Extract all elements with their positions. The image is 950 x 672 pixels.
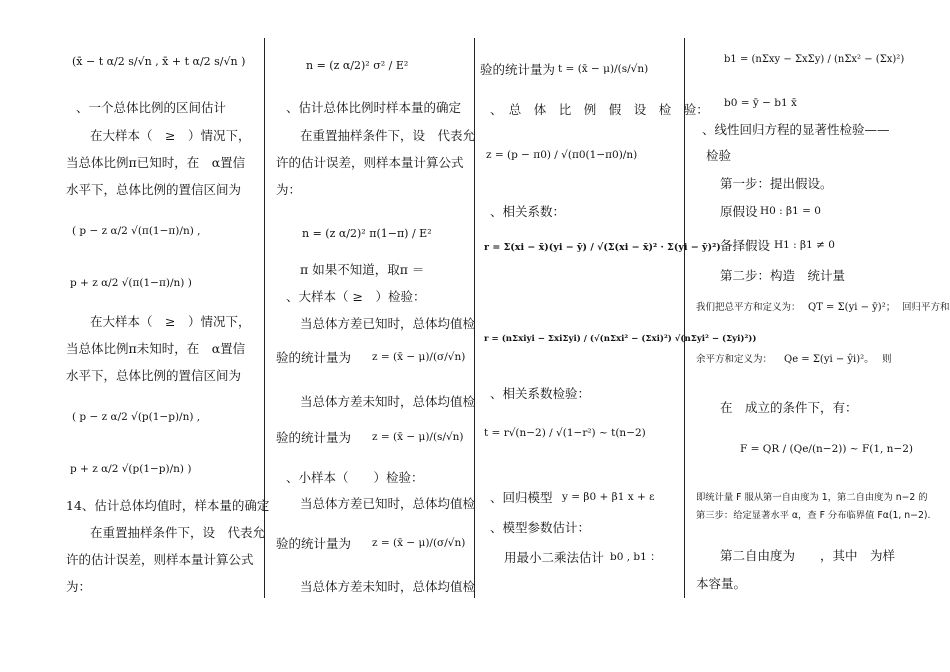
- paragraph-line: 第三步：给定显著水平 α，查 F 分布临界值 Fα(1, n−2).: [696, 510, 931, 521]
- paragraph-line: 用最小二乘法估计: [504, 550, 605, 565]
- paragraph-line: 回归平方和: [902, 302, 950, 313]
- section-heading: 、一个总体比例的区间估计: [76, 100, 227, 115]
- paragraph-line: 当总体方差已知时，总体均值检: [300, 496, 476, 511]
- qt-formula: QT = Σ(yi − ȳ)²；: [808, 302, 896, 313]
- alternative-hypothesis: H1 : β1 ≠ 0: [774, 239, 835, 251]
- section-heading: 、 总 体 比 例 假 设 检 验：: [490, 102, 709, 117]
- paragraph-line: 许的估计误差，则样本量计算公式: [276, 155, 464, 170]
- paragraph-line: 当总体比例π已知时，在 α置信: [66, 155, 246, 170]
- column-2: [276, 38, 476, 598]
- section-heading: 、相关系数：: [490, 204, 566, 219]
- ci-mean-formula: (x̄ − t α/2 s/√n , x̄ + t α/2 s/√n ): [72, 55, 246, 68]
- paragraph-line: 当总体方差已知时，总体均值检: [300, 316, 476, 331]
- paragraph-line: 即统计量 F 服从第一自由度为 1，第二自由度为 n−2 的: [696, 492, 928, 503]
- section-heading: 检验: [706, 148, 732, 163]
- section-heading: 、模型参数估计：: [490, 520, 591, 535]
- sample-size-mean-formula: n = (z α/2)² σ² / E²: [306, 59, 409, 72]
- column-4: [696, 38, 950, 598]
- ols-parameters: b0 , b1 ：: [610, 551, 661, 563]
- paragraph-line: 本容量。: [696, 576, 747, 591]
- paragraph-line: 第二自由度为 ，其中 为样: [720, 548, 896, 563]
- paragraph-line: 在重置抽样条件下，设 代表允: [300, 128, 476, 143]
- section-heading: 、回归模型: [490, 490, 553, 505]
- section-heading: 、估计总体比例时样本量的确定: [286, 100, 462, 115]
- ci-proportion-formula: p + z α/2 √(π(1−π)/n) ): [70, 277, 192, 289]
- paragraph-line: 验的统计量为: [276, 536, 352, 551]
- paragraph-line: 原假设: [720, 204, 758, 219]
- qe-formula: Qe = Σ(yi − ŷi)²。: [784, 354, 875, 365]
- f-statistic-formula: F = QR / (Qe/(n−2)) ~ F(1, n−2): [740, 443, 914, 455]
- paragraph-line: 当总体比例π未知时，在 α置信: [66, 341, 246, 356]
- section-heading: 、小样本（ ）检验：: [286, 470, 424, 485]
- section-heading: 、大样本（ ≥ ）检验：: [286, 289, 426, 304]
- paragraph-line: 在重置抽样条件下，设 代表允: [90, 525, 266, 540]
- regression-equation: y = β0 + β1 x + ε: [562, 491, 655, 503]
- paragraph-line: 水平下，总体比例的置信区间为: [66, 182, 242, 197]
- proportion-z-formula: z = (p − π0) / √(π0(1−π0)/n): [486, 149, 638, 161]
- paragraph-line: 当总体方差未知时，总体均值检: [300, 579, 476, 594]
- paragraph-line: 在 成立的条件下，有：: [720, 400, 858, 415]
- b0-formula: b0 = ȳ − b1 x̄: [724, 97, 797, 109]
- paragraph-line: 第二步：构造 统计量: [720, 268, 846, 283]
- section-heading: 14、估计总体均值时，样本量的确定: [66, 498, 270, 513]
- paragraph-line: 在大样本（ ≥ ）情况下，: [90, 314, 251, 329]
- paragraph-line: 第一步：提出假设。: [720, 176, 833, 191]
- z-statistic-formula: z = (x̄ − μ)/(σ/√n): [372, 537, 466, 549]
- paragraph-line: 为：: [276, 182, 302, 197]
- paragraph-line: 余平方和定义为：: [696, 354, 773, 365]
- ci-proportion-formula: ( p − z α/2 √(π(1−π)/n) ,: [72, 225, 201, 237]
- section-heading: 、相关系数检验：: [490, 386, 591, 401]
- paragraph-line: 验的统计量为: [276, 350, 352, 365]
- z-statistic-formula: z = (x̄ − μ)/(σ/√n): [372, 351, 466, 363]
- paragraph-line: 为：: [66, 579, 92, 594]
- paragraph-line: 验的统计量为: [480, 62, 556, 77]
- paragraph-line: 当总体方差未知时，总体均值检: [300, 394, 476, 409]
- z-statistic-formula: z = (x̄ − μ)/(s/√n): [372, 431, 464, 443]
- sample-size-proportion-formula: n = (z α/2)² π(1−π) / E²: [302, 227, 432, 240]
- t-statistic-formula: t = (x̄ − μ)/(s/√n): [558, 63, 649, 75]
- paragraph-line: 水平下，总体比例的置信区间为: [66, 368, 242, 383]
- section-heading: 、线性回归方程的显著性检验——: [702, 122, 890, 137]
- paragraph-line: 我们把总平方和定义为：: [696, 302, 801, 313]
- paragraph-line: 验的统计量为: [276, 430, 352, 445]
- paragraph-line: 则: [882, 354, 892, 365]
- correlation-formula: r = (nΣxiyi − ΣxiΣyi) / (√(nΣxi² − (Σxi)²) √(nΣyi² − (Σyi)²)): [484, 334, 757, 344]
- paragraph-line: 在大样本（ ≥ ）情况下，: [90, 128, 251, 143]
- ci-proportion-formula: ( p − z α/2 √(p(1−p)/n) ,: [72, 411, 201, 423]
- paragraph-line: π 如果不知道，取π ＝: [300, 262, 425, 277]
- b1-formula: b1 = (nΣxy − ΣxΣy) / (nΣx² − (Σx)²): [724, 54, 905, 65]
- correlation-formula: r = Σ(xi − x̄)(yi − ȳ) / √(Σ(xi − x̄)² · Σ(yi − ȳ)²): [484, 242, 721, 253]
- ci-proportion-formula: p + z α/2 √(p(1−p)/n) ): [70, 463, 192, 475]
- correlation-t-formula: t = r√(n−2) / √(1−r²) ~ t(n−2): [484, 427, 646, 439]
- paragraph-line: 许的估计误差，则样本量计算公式: [66, 552, 254, 567]
- null-hypothesis: H0 : β1 = 0: [760, 205, 821, 217]
- paragraph-line: 备择假设: [720, 238, 771, 253]
- column-1: [66, 38, 270, 598]
